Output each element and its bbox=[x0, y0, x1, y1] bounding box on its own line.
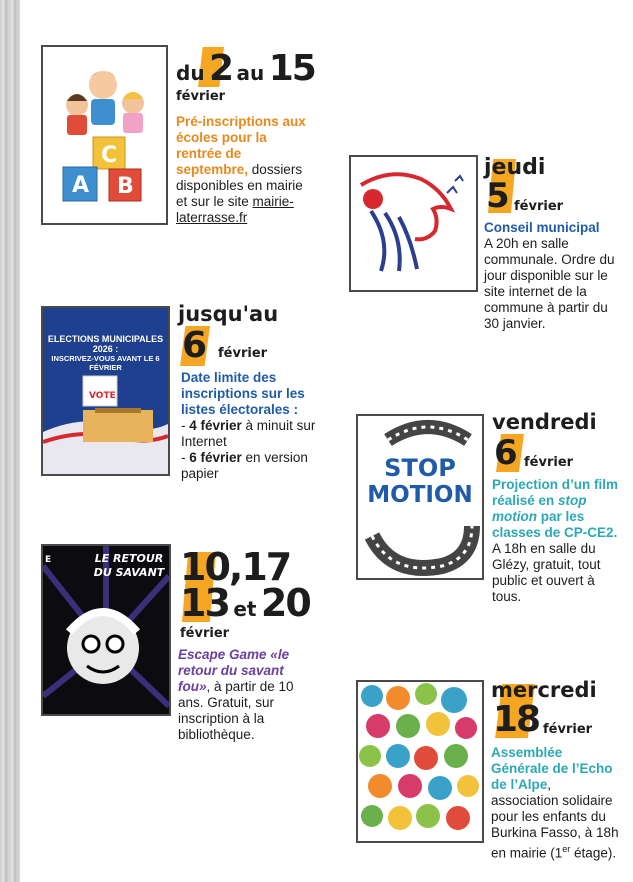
logo-line-1: STOP bbox=[384, 454, 456, 482]
event-title: Assemblée Générale de l’Echo de l’Alpe bbox=[491, 745, 613, 792]
poster-subtitle: INSCRIVEZ-VOUS AVANT LE 6 FÉVRIER bbox=[51, 354, 160, 372]
event-date-3 bbox=[178, 304, 328, 368]
event-body: , association solidaire pour les enfants du Burkina Fasso, à 18h en mairie (1 bbox=[491, 777, 619, 861]
event-title: Escape Game «le retour du savant fou» bbox=[178, 647, 290, 694]
date-month: février bbox=[180, 626, 230, 641]
title-emphasis: stop motion bbox=[492, 493, 587, 524]
event-item-2: - 6 février en version papier bbox=[181, 450, 308, 481]
item-text: en version papier bbox=[181, 450, 308, 481]
page-edge-strip bbox=[0, 0, 20, 882]
event-body-sup: er bbox=[562, 844, 571, 854]
date-numbers-line-1: 10,17 bbox=[180, 545, 291, 589]
event-image-escape-game bbox=[41, 544, 171, 716]
event-image-school bbox=[41, 45, 168, 225]
event-date-1 bbox=[176, 45, 326, 105]
event-description-1 bbox=[176, 114, 316, 226]
event-title bbox=[492, 477, 618, 540]
date-number-a: 13 bbox=[180, 581, 229, 625]
mad-scientist-icon bbox=[43, 546, 169, 714]
date-prefix: jusqu'au bbox=[178, 302, 279, 326]
date-number: 6 bbox=[494, 433, 516, 473]
date-month: février bbox=[514, 199, 564, 214]
title-part: Projection d’un film réalisé en bbox=[492, 477, 619, 508]
item-date: 6 février bbox=[189, 450, 242, 465]
block-letter-b: B bbox=[117, 174, 134, 199]
speech-bubbles-people-icon bbox=[358, 682, 482, 841]
event-body: , à partir de 10 ans. Gratuit, sur inscription à la bibliothèque. bbox=[178, 679, 294, 742]
website-link[interactable]: mairie-laterrasse.fr bbox=[176, 194, 294, 225]
event-description-4 bbox=[492, 477, 622, 605]
poster-title-line-1: LE RETOUR bbox=[94, 552, 164, 565]
event-title: Conseil municipal bbox=[484, 220, 600, 235]
date-month: février bbox=[543, 722, 593, 737]
event-description-2 bbox=[484, 220, 624, 332]
ballot-label: VOTE bbox=[89, 391, 116, 401]
marianne-icon bbox=[351, 157, 476, 290]
event-image-council bbox=[349, 155, 478, 292]
event-image-stop-motion bbox=[356, 414, 484, 580]
event-body: dossiers disponibles en mairie et sur le site bbox=[176, 162, 303, 209]
event-date-6 bbox=[491, 680, 631, 742]
item-text: à minuit sur Internet bbox=[181, 418, 316, 449]
block-letter-a: A bbox=[72, 173, 90, 198]
event-image-elections bbox=[41, 306, 170, 476]
date-number-end: 15 bbox=[268, 48, 315, 89]
date-month: février bbox=[176, 89, 226, 104]
date-number: 6 bbox=[182, 325, 206, 366]
date-number-start: 2 bbox=[209, 48, 233, 89]
item-date: 4 février bbox=[189, 418, 242, 433]
date-month: février bbox=[524, 455, 574, 470]
event-date-5 bbox=[180, 546, 330, 646]
date-number-b: 20 bbox=[260, 581, 310, 625]
date-month: février bbox=[218, 346, 268, 361]
poster-title-line-2: DU SAVANT bbox=[93, 566, 165, 579]
poster-edge-letter: E bbox=[45, 555, 52, 565]
date-weekday: jeudi bbox=[484, 155, 546, 180]
event-item-1: - 4 février à minuit sur Internet bbox=[181, 418, 316, 449]
event-image-assembly bbox=[356, 680, 484, 843]
ballot-box-icon bbox=[43, 362, 168, 474]
event-title: Pré-inscriptions aux écoles pour la rentrée de septembre, bbox=[176, 114, 306, 177]
date-weekday: vendredi bbox=[492, 410, 597, 434]
event-date-2 bbox=[484, 155, 624, 217]
logo-line-2: MOTION bbox=[367, 482, 473, 508]
date-connector: et bbox=[233, 597, 257, 621]
event-description-5 bbox=[178, 647, 298, 743]
event-body: A 20h en salle communale. Ordre du jour disponible sur le site internet de la commune à partir du 30 janvier. bbox=[484, 236, 615, 331]
block-letter-c: C bbox=[101, 143, 118, 168]
event-date-4 bbox=[492, 412, 627, 474]
event-body-end: étage). bbox=[570, 845, 617, 861]
film-reel-icon bbox=[358, 416, 482, 578]
date-prefix: du bbox=[176, 61, 205, 85]
poster-title: ELECTIONS MUNICIPALES 2026 : bbox=[47, 334, 164, 354]
date-number: 5 bbox=[486, 176, 508, 216]
date-weekday: mercredi bbox=[491, 678, 597, 702]
event-description-3 bbox=[181, 370, 321, 482]
date-connector: au bbox=[236, 61, 265, 85]
date-number: 18 bbox=[493, 699, 540, 740]
event-title: Date limite des inscriptions sur les listes électorales : bbox=[181, 370, 305, 417]
event-body: A 18h en salle du Glézy, gratuit, tout public et ouvert à tous. bbox=[492, 541, 601, 604]
title-part: par les classes de CP-CE2. bbox=[492, 509, 618, 540]
school-kids-abc-blocks-icon bbox=[43, 47, 166, 223]
event-description-6 bbox=[491, 745, 621, 862]
